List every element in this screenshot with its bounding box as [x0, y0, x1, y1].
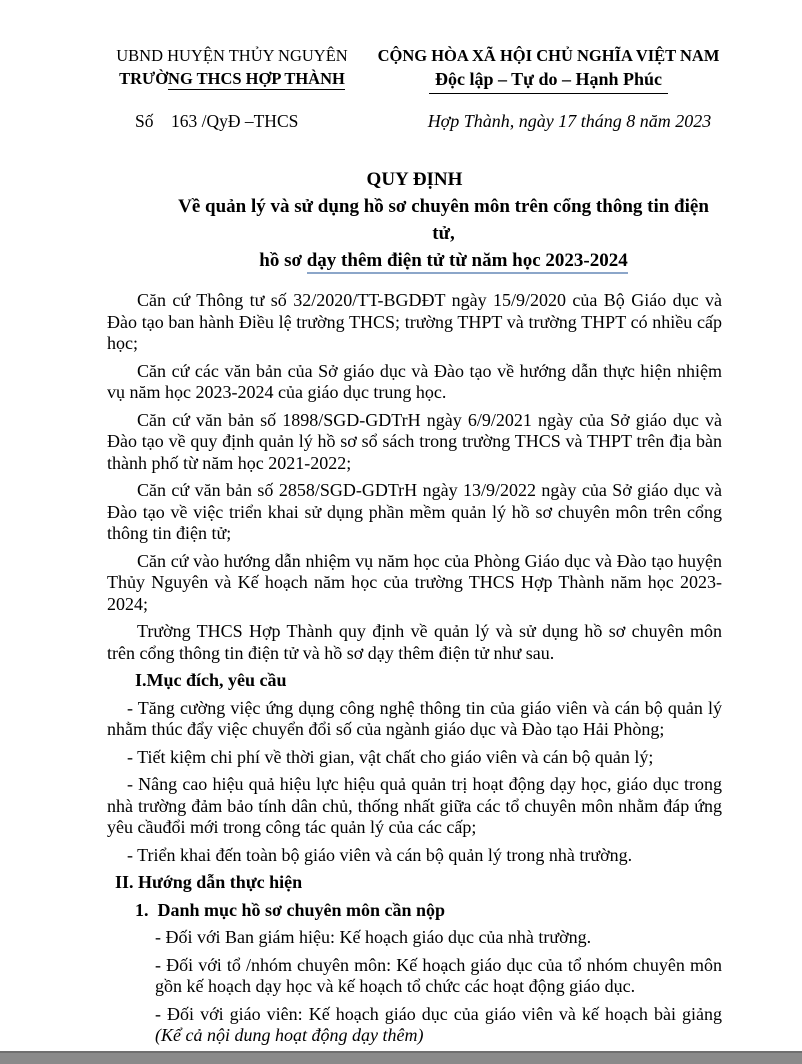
section-2-item-3-text: - Đối với giáo viên: Kế hoạch giáo dục của giáo viên và kế hoạch bài giảng — [155, 1003, 722, 1024]
document-content — [107, 0, 722, 1064]
section-2-item-3 — [155, 1004, 722, 1047]
org-parent-name: UBND HUYỆN THỦY NGUYÊN — [116, 46, 348, 65]
document-header — [107, 0, 722, 94]
national-motto: Độc lập – Tự do – Hạnh Phúc — [429, 68, 668, 94]
section-1-item-3: - Nâng cao hiệu quả hiệu lực hiệu quả quản trị hoạt động dạy học, giáo dục trong nhà trường đảm bảo tính dân chủ, thống nhất giữa các tổ chuyên môn nhằm đáp ứng yêu cầuđổi mới trong công tác quản lý của các cấp; — [107, 774, 722, 837]
section-2-item-1: - Đối với Ban giám hiệu: Kế hoạch giáo dục của nhà trường. — [155, 927, 592, 947]
school-name-underlined: NG THCS HỢP THÀNH — [168, 69, 345, 88]
paragraph-basis-4: Căn cứ văn bản số 2858/SGD-GDTrH ngày 13/9/2022 ngày của Sở giáo dục và Đào tạo về việc triển khai sử dụng phần mềm quản lý hồ sơ chuyên môn trên cổng thông tin điện tử; — [107, 480, 722, 543]
section-2-item-3-italic-note: (Kể cả nội dung hoạt động dạy thêm) — [155, 1025, 424, 1045]
doc-body — [107, 290, 722, 1064]
doc-subtitle-line2-prefix: hồ sơ — [259, 250, 307, 271]
doc-title-block — [107, 166, 722, 274]
paragraph-basis-1: Căn cứ Thông tư số 32/2020/TT-BGDĐT ngày 15/9/2020 của Bộ Giáo dục và Đào tạo ban hành Điều lệ trường THCS; trường THPT và trường THPT có nhiều cấp học; — [107, 290, 722, 353]
section-1-heading: I.Mục đích, yêu cầu — [135, 670, 287, 690]
national-title: CỘNG HÒA XÃ HỘI CHỦ NGHĨA VIỆT NAM — [377, 46, 720, 65]
national-header-block — [357, 44, 722, 94]
window-bottom-bar — [0, 1051, 802, 1064]
doc-subtitle-line2-underlined: dạy thêm điện tử từ năm học 2023-2024 — [307, 250, 628, 274]
doc-subtitle-line2 — [165, 247, 722, 274]
doc-number: Số 163 /QyĐ –THCS — [135, 111, 299, 131]
school-name — [107, 67, 357, 90]
paragraph-basis-3: Căn cứ văn bản số 1898/SGD-GDTrH ngày 6/9/2021 ngày của Sở giáo dục và Đào tạo về quy định quản lý hồ sơ sổ sách trong trường THCS và THPT trên địa bàn thành phố từ năm học 2021-2022; — [107, 409, 722, 473]
doc-title: QUY ĐỊNH — [366, 169, 463, 190]
section-1-item-4: - Triển khai đến toàn bộ giáo viên và cán bộ quản lý trong nhà trường. — [127, 844, 633, 865]
doc-subtitle-line1: Về quản lý và sử dụng hồ sơ chuyên môn trên cổng thông tin điện tử, — [178, 196, 709, 244]
section-2-heading: II. Hướng dẫn thực hiện — [115, 872, 303, 892]
section-2-item-2: - Đối với tổ /nhóm chuyên môn: Kế hoạch giáo dục của tổ nhóm chuyên môn gồn kế hoạch dạy học và kế hoạch tổ chức các hoạt động giáo dục. — [155, 954, 722, 996]
school-name-prefix: TRƯỜ — [119, 69, 169, 88]
place-date: Hợp Thành, ngày 17 tháng 8 năm 2023 — [427, 111, 712, 131]
doc-meta-row — [107, 111, 722, 132]
section-2-sub-1-heading: 1. Danh mục hồ sơ chuyên môn cần nộp — [135, 899, 446, 920]
paragraph-intro: Trường THCS Hợp Thành quy định về quản lý và sử dụng hồ sơ chuyên môn trên cổng thông tin điện tử và hồ sơ dạy thêm điện tử như sau. — [107, 621, 722, 663]
paragraph-basis-5: Căn cứ vào hướng dẫn nhiệm vụ năm học của Phòng Giáo dục và Đào tạo huyện Thủy Nguyên và Kế hoạch năm học của trường THCS Hợp Thành năm học 2023-2024; — [107, 550, 722, 614]
section-1-item-2: - Tiết kiệm chi phí về thời gian, vật chất cho giáo viên và cán bộ quản lý; — [127, 746, 654, 767]
issuing-org-block — [107, 44, 357, 94]
section-1-item-1: - Tăng cường việc ứng dụng công nghệ thông tin của giáo viên và cán bộ quản lý nhằm thúc đẩy việc chuyển đổi số của ngành giáo dục và Đào tạo Hải Phòng; — [107, 697, 722, 739]
paragraph-basis-2: Căn cứ các văn bản của Sở giáo dục và Đào tạo về hướng dẫn thực hiện nhiệm vụ năm học 2023-2024 của giáo dục trung học. — [107, 360, 722, 402]
